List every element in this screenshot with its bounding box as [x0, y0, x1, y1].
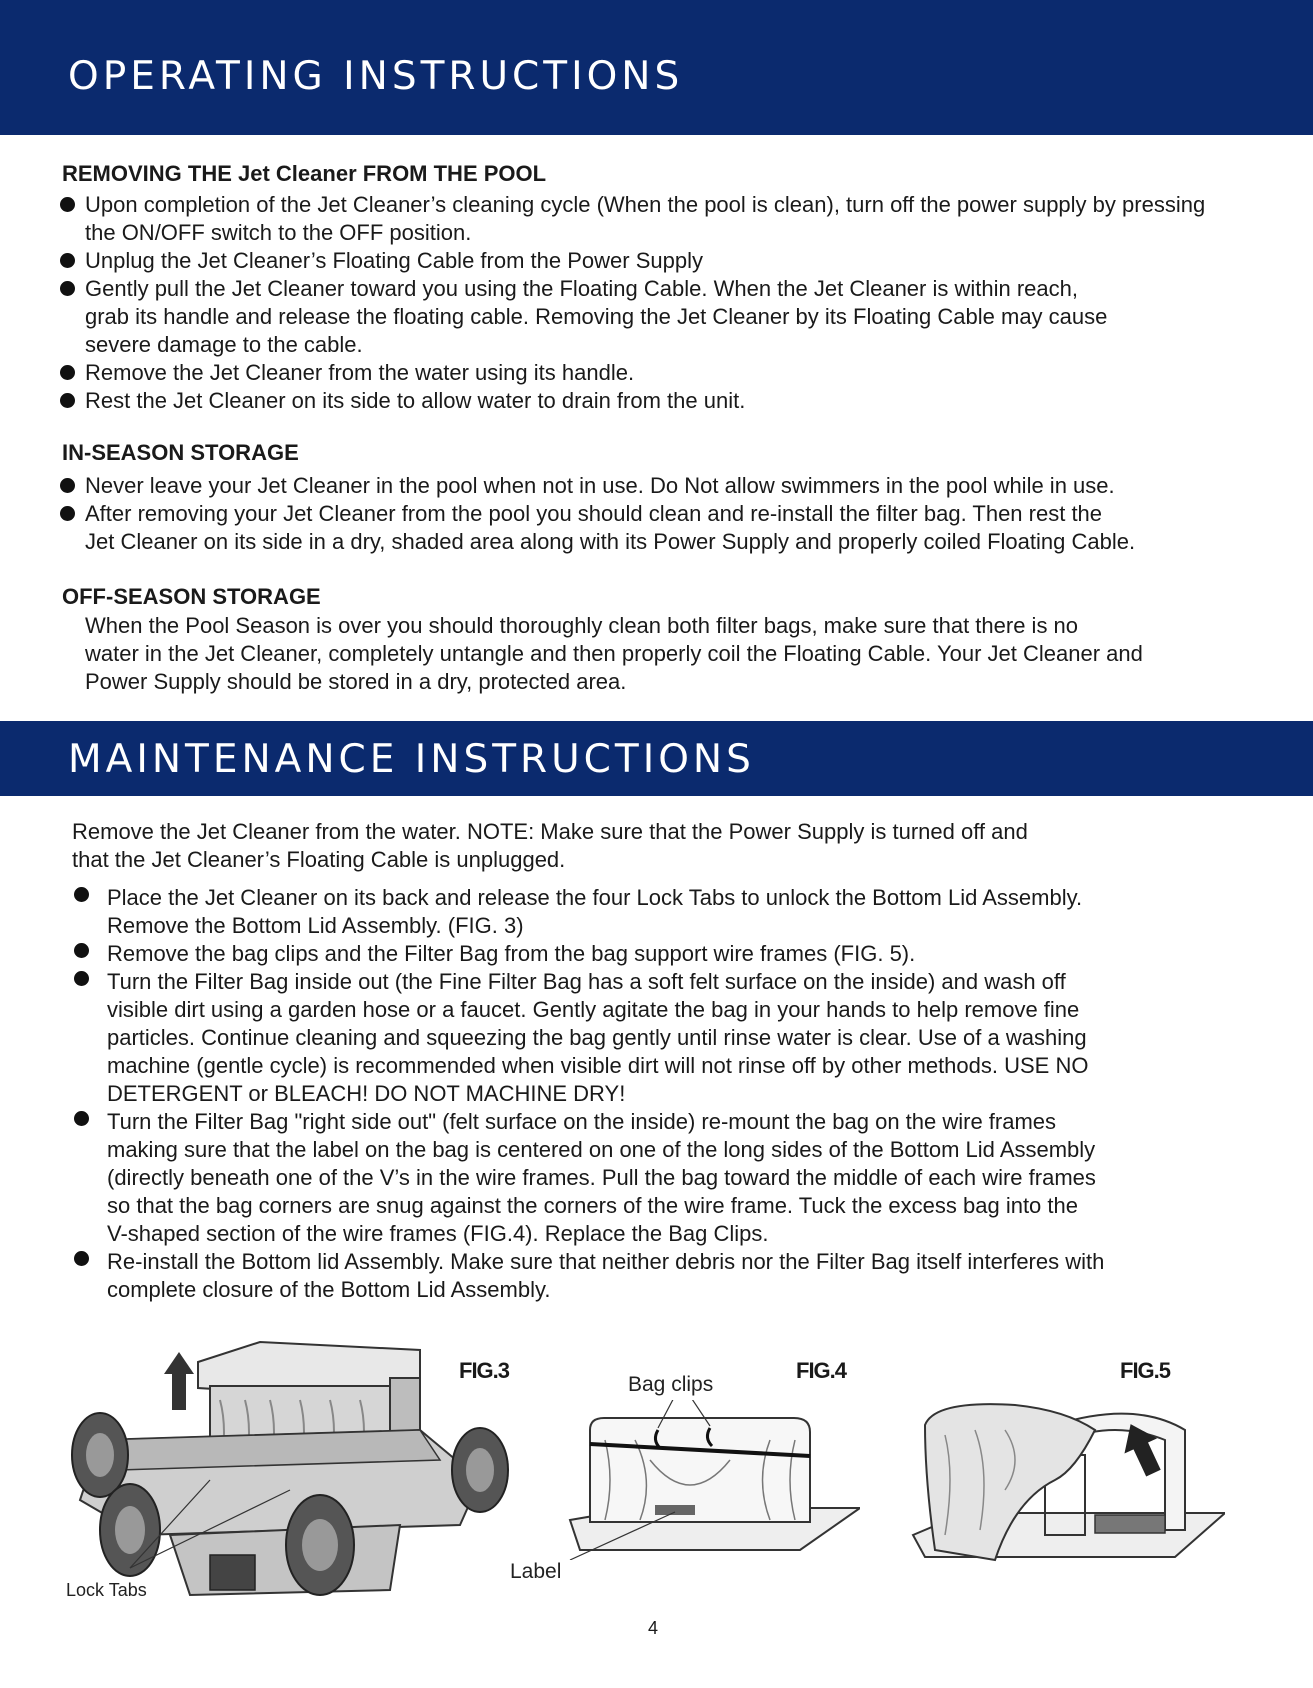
bullet: [74, 1111, 89, 1126]
maint-b3-l1: Turn the Filter Bag inside out (the Fine Filter Bag has a soft felt surface on the inside) and wash off: [107, 969, 1066, 994]
maint-b1-l1: Place the Jet Cleaner on its back and release the four Lock Tabs to unlock the Bottom Lid Assembly.: [107, 885, 1083, 910]
maintenance-intro-l1: Remove the Jet Cleaner from the water. NOTE: Make sure that the Power Supply is turned off and: [72, 819, 1028, 844]
bullet: [60, 393, 75, 408]
maintenance-intro-l2: that the Jet Cleaner’s Floating Cable is unplugged.: [72, 847, 566, 872]
maint-b5-l2: complete closure of the Bottom Lid Assembly.: [107, 1277, 551, 1302]
maint-b5-l1: Re-install the Bottom lid Assembly. Make sure that neither debris nor the Filter Bag itself interferes with: [107, 1249, 1105, 1274]
maint-b3-l5: DETERGENT or BLEACH! DO NOT MACHINE DRY!: [107, 1081, 626, 1106]
fig3-callout-lock-tabs: Lock Tabs: [66, 1580, 147, 1600]
maint-b4-l1: Turn the Filter Bag "right side out" (felt surface on the inside) re-mount the bag on the wire frames: [107, 1109, 1057, 1134]
removing-b2-l1: Unplug the Jet Cleaner’s Floating Cable from the Power Supply: [85, 248, 703, 273]
in-season-heading: IN-SEASON STORAGE: [62, 440, 299, 465]
removing-b3-l2: grab its handle and release the floating cable. Removing the Jet Cleaner by its Floating Cable may cause: [85, 304, 1108, 329]
bullet: [60, 197, 75, 212]
bullet: [60, 478, 75, 493]
fig4-label: FIG.4: [796, 1358, 847, 1383]
bullet: [60, 365, 75, 380]
fig3-illustration: [60, 1330, 510, 1600]
bullet: [74, 943, 89, 958]
bullet: [60, 253, 75, 268]
operating-banner: [0, 0, 1313, 135]
page-number: 4: [648, 1618, 659, 1638]
in-season-b2-l2: Jet Cleaner on its side in a dry, shaded area along with its Power Supply and properly coiled Floating Cable.: [85, 529, 1136, 554]
off-season-l2: water in the Jet Cleaner, completely untangle and then properly coil the Floating Cable. Your Jet Cleaner and: [85, 641, 1143, 666]
fig4-callout-label: Label: [510, 1560, 562, 1583]
bullet: [74, 887, 89, 902]
maint-b4-l5: V-shaped section of the wire frames (FIG.4). Replace the Bag Clips.: [107, 1221, 769, 1246]
removing-b1-l1: Upon completion of the Jet Cleaner’s cleaning cycle (When the pool is clean), turn off the power supply by pressing: [85, 192, 1206, 217]
bullet: [60, 281, 75, 296]
in-season-b1-l1: Never leave your Jet Cleaner in the pool when not in use. Do Not allow swimmers in the pool while in use.: [85, 473, 1115, 498]
removing-b4-l1: Remove the Jet Cleaner from the water using its handle.: [85, 360, 635, 385]
removing-b3-l1: Gently pull the Jet Cleaner toward you using the Floating Cable. When the Jet Cleaner is within reach,: [85, 276, 1078, 301]
fig4-callout-bag-clips: Bag clips: [628, 1373, 714, 1396]
maint-b4-l2: making sure that the label on the bag is centered on one of the long sides of the Bottom Lid Assembly: [107, 1137, 1096, 1162]
maint-b2-l1: Remove the bag clips and the Filter Bag from the bag support wire frames (FIG. 5).: [107, 941, 916, 966]
off-season-l1: When the Pool Season is over you should thoroughly clean both filter bags, make sure that there is no: [85, 613, 1079, 638]
operating-title: OPERATING INSTRUCTIONS: [68, 54, 684, 99]
in-season-b2-l1: After removing your Jet Cleaner from the pool you should clean and re-install the filter bag. Then rest the: [85, 501, 1103, 526]
maint-b3-l3: particles. Continue cleaning and squeezing the bag gently until rinse water is clear. Use of a washing: [107, 1025, 1087, 1050]
bullet: [74, 1251, 89, 1266]
fig5-label: FIG.5: [1120, 1358, 1171, 1383]
fig4-illustration: [560, 1400, 860, 1560]
fig3-label: FIG.3: [459, 1358, 510, 1383]
bullet: [74, 971, 89, 986]
bullet: [60, 506, 75, 521]
maint-b4-l3: (directly beneath one of the V’s in the wire frames. Pull the bag toward the middle of each wire frames: [107, 1165, 1096, 1190]
removing-b5-l1: Rest the Jet Cleaner on its side to allow water to drain from the unit.: [85, 388, 746, 413]
removing-b1-l2: the ON/OFF switch to the OFF position.: [85, 220, 472, 245]
maintenance-title: MAINTENANCE INSTRUCTIONS: [68, 737, 755, 782]
maint-b4-l4: so that the bag corners are snug against the corners of the wire frame. Tuck the excess bag into the: [107, 1193, 1078, 1218]
maintenance-banner: [0, 721, 1313, 796]
maint-b3-l4: machine (gentle cycle) is recommended when visible dirt will not rinse off by other methods. USE NO: [107, 1053, 1089, 1078]
maint-b3-l2: visible dirt using a garden hose or a faucet. Gently agitate the bag in your hands to help remove fine: [107, 997, 1080, 1022]
removing-heading: REMOVING THE Jet Cleaner FROM THE POOL: [62, 161, 547, 186]
fig5-illustration: [905, 1395, 1225, 1565]
off-season-l3: Power Supply should be stored in a dry, protected area.: [85, 669, 627, 694]
off-season-heading: OFF-SEASON STORAGE: [62, 584, 321, 609]
maint-b1-l2: Remove the Bottom Lid Assembly. (FIG. 3): [107, 913, 524, 938]
removing-b3-l3: severe damage to the cable.: [85, 332, 363, 357]
